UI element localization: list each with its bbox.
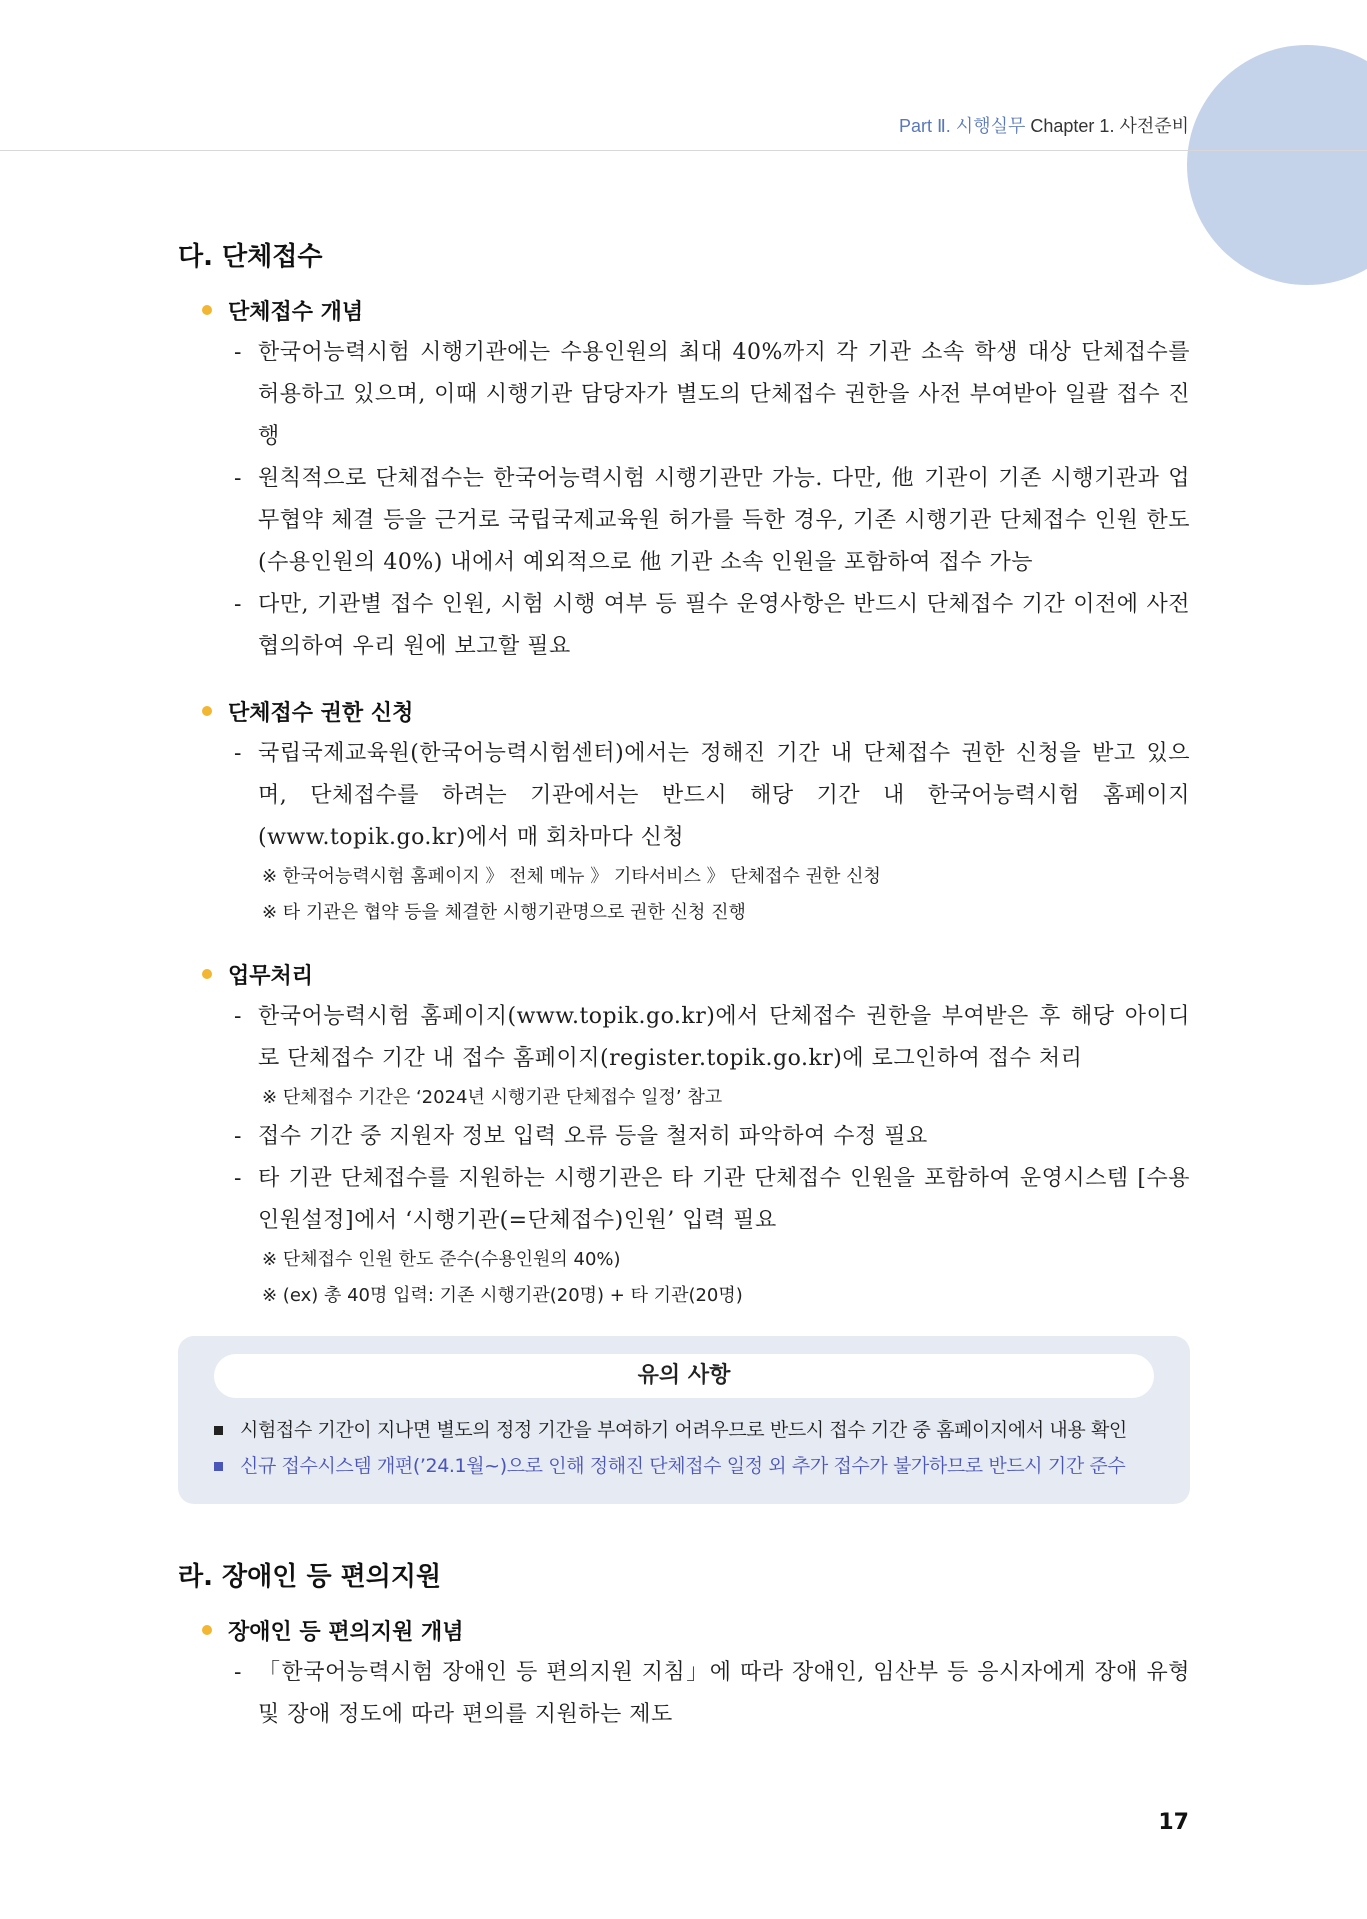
caution-item [214,1412,1154,1448]
dash-item-text: 한국어능력시험 시행기관에는 수용인원의 최대 40%까지 각 기관 소속 학생 대상 단체접수를 허용하고 있으며, 이때 시행기관 담당자가 별도의 단체접수 권한을 사전 부여받아 일괄 접수 진행 [258,340,1190,449]
reference-note: ※ (ex) 총 40명 입력: 기존 시행기관(20명) + 타 기관(20명) [262,1285,743,1306]
header-chapter: Chapter 1. 사전준비 [1030,116,1189,136]
dash-item: - 원칙적으로 단체접수는 한국어능력시험 시행기관만 가능. 다만, 他 기관이 기존 시행기관과 업무협약 체결 등을 근거로 국립국제교육원 허가를 득한 경우, 기존 시행기관 단체접수 인원 한도(수용인원의 40%) 내에서 예외적으로 他 기관 소속 인원을 포함하여 접수 가능 [234,466,1190,575]
heading-text: 업무처리 [228,964,314,989]
caution-item [214,1448,1154,1484]
heading-text: 장애인 등 편의지원 개념 [228,1620,464,1645]
dash-item: - 한국어능력시험 시행기관에는 수용인원의 최대 40%까지 각 기관 소속 학생 대상 단체접수를 허용하고 있으며, 이때 시행기관 담당자가 별도의 단체접수 권한을 사전 부여받아 일괄 접수 진행 [234,340,1190,449]
caution-title: 유의 사항 [214,1354,1154,1398]
bullet-heading-concept [178,295,1190,326]
reference-note: ※ 한국어능력시험 홈페이지 》 전체 메뉴 》 기타서비스 》 단체접수 권한 신청 [262,866,881,887]
corner-decoration [1187,45,1367,285]
bullet-dot-icon [202,969,212,979]
dash-item-text: 원칙적으로 단체접수는 한국어능력시험 시행기관만 가능. 다만, 他 기관이 기존 시행기관과 업무협약 체결 등을 근거로 국립국제교육원 허가를 득한 경우, 기존 시행기관 단체접수 인원 한도(수용인원의 40%) 내에서 예외적으로 他 기관 소속 인원을 포함하여 접수 가능 [258,466,1190,575]
caution-item-text: 신규 접수시스템 개편(’24.1월~)으로 인해 정해진 단체접수 일정 외 추가 접수가 불가하므로 반드시 기간 준수 [240,1455,1126,1477]
square-bullet-icon [214,1462,223,1471]
square-bullet-icon [214,1426,223,1435]
bullet-heading-support [178,1615,1190,1646]
bullet-dot-icon [202,305,212,315]
bullet-dot-icon [202,706,212,716]
section-title-ra: 라. 장애인 등 편의지원 [178,1562,442,1592]
dash-item-text: 국립국제교육원(한국어능력시험센터)에서는 정해진 기간 내 단체접수 권한 신청을 받고 있으며, 단체접수를 하려는 기관에서는 반드시 해당 기간 내 한국어능력시험 홈페이지(www.topik.go.kr)에서 매 회차마다 신청 [258,741,1190,850]
heading-text: 단체접수 권한 신청 [228,701,414,726]
dash-item: - 접수 기간 중 지원자 정보 입력 오류 등을 철저히 파악하여 수정 필요 [234,1124,928,1149]
page-number: 17 [1158,1810,1189,1835]
reference-note: ※ 타 기관은 협약 등을 체결한 시행기관명으로 권한 신청 진행 [262,902,746,923]
dash-item-text: 다만, 기관별 접수 인원, 시험 시행 여부 등 필수 운영사항은 반드시 단체접수 기간 이전에 사전 협의하여 우리 원에 보고할 필요 [258,592,1190,659]
dash-item: - 「한국어능력시험 장애인 등 편의지원 지침」에 따라 장애인, 임산부 등 응시자에게 장애 유형 및 장애 정도에 따라 편의를 지원하는 제도 [234,1660,1190,1727]
dash-item: - 한국어능력시험 홈페이지(www.topik.go.kr)에서 단체접수 권한을 부여받은 후 해당 아이디로 단체접수 기간 내 접수 홈페이지(register.topik.go.kr)에 로그인하여 접수 처리 [234,1004,1190,1071]
bullet-heading-apply [178,696,1190,727]
dash-item-text: 「한국어능력시험 장애인 등 편의지원 지침」에 따라 장애인, 임산부 등 응시자에게 장애 유형 및 장애 정도에 따라 편의를 지원하는 제도 [258,1660,1190,1727]
running-header [899,112,1189,138]
dash-item-text: 한국어능력시험 홈페이지(www.topik.go.kr)에서 단체접수 권한을 부여받은 후 해당 아이디로 단체접수 기간 내 접수 홈페이지(register.topik.go.kr)에 로그인하여 접수 처리 [258,1004,1190,1071]
section-title-da: 다. 단체접수 [178,242,323,272]
header-part: Part Ⅱ. 시행실무 [898,116,1026,136]
caution-box [178,1336,1190,1504]
header-divider [0,150,1367,151]
caution-item-text: 시험접수 기간이 지나면 별도의 정정 기간을 부여하기 어려우므로 반드시 접수 기간 중 홈페이지에서 내용 확인 [240,1419,1127,1441]
dash-item: - 국립국제교육원(한국어능력시험센터)에서는 정해진 기간 내 단체접수 권한 신청을 받고 있으며, 단체접수를 하려는 기관에서는 반드시 해당 기간 내 한국어능력시험 홈페이지(www.topik.go.kr)에서 매 회차마다 신청 [234,741,1190,850]
page-body [178,236,1190,1736]
reference-note: ※ 단체접수 인원 한도 준수(수용인원의 40%) [262,1249,621,1270]
heading-text: 단체접수 개념 [228,300,364,325]
dash-item-text: 타 기관 단체접수를 지원하는 시행기관은 타 기관 단체접수 인원을 포함하여 운영시스템 [수용인원설정]에서 ‘시행기관(=단체접수)인원’ 입력 필요 [258,1166,1190,1233]
dash-item: - 타 기관 단체접수를 지원하는 시행기관은 타 기관 단체접수 인원을 포함하여 운영시스템 [수용인원설정]에서 ‘시행기관(=단체접수)인원’ 입력 필요 [234,1166,1190,1233]
dash-item-text: 접수 기간 중 지원자 정보 입력 오류 등을 철저히 파악하여 수정 필요 [258,1124,928,1149]
bullet-dot-icon [202,1625,212,1635]
bullet-heading-process [178,959,1190,990]
dash-item: - 다만, 기관별 접수 인원, 시험 시행 여부 등 필수 운영사항은 반드시 단체접수 기간 이전에 사전 협의하여 우리 원에 보고할 필요 [234,592,1190,659]
reference-note: ※ 단체접수 기간은 ‘2024년 시행기관 단체접수 일정’ 참고 [262,1087,723,1108]
